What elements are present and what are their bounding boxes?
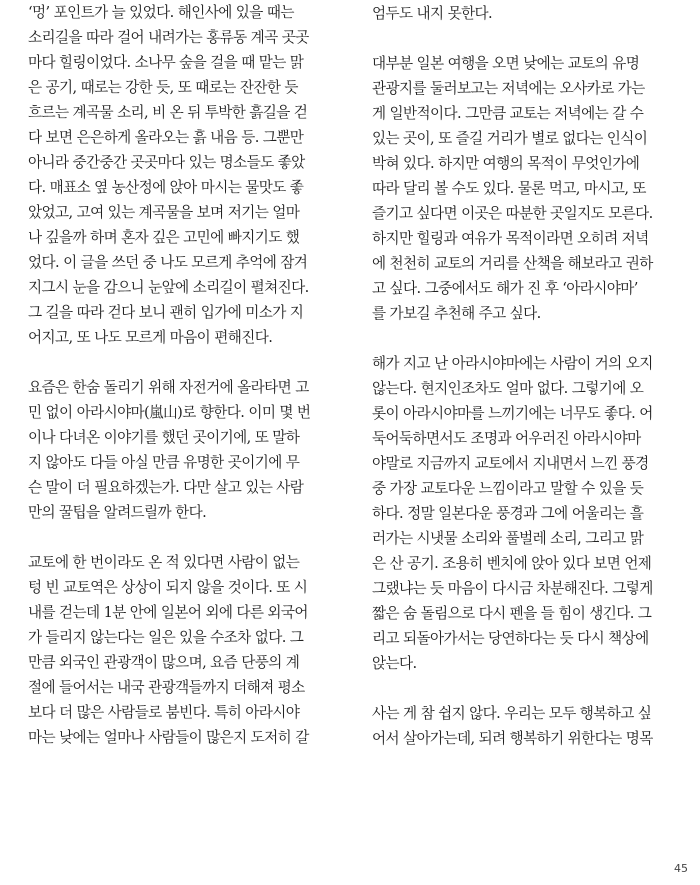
text-line: 그 길을 따라 걷다 보니 괜히 입가에 미소가 지	[28, 304, 304, 321]
text-line: 어서 살아가는데, 되려 행복하기 위한다는 명목	[372, 730, 653, 747]
paragraph-gap	[372, 326, 680, 351]
text-line: 중 가장 교토다운 느낌이라고 말할 수 있을 듯	[372, 480, 644, 497]
text-line: 따라 달리 볼 수도 있다. 물론 먹고, 마시고, 또	[372, 180, 646, 197]
text-line: 마다 힐링이었다. 소나무 숲을 걸을 때 맡는 맑	[28, 54, 304, 71]
text-line: 다. 매표소 옆 농산정에 앉아 마시는 물맛도 좋	[28, 179, 304, 196]
text-line: 만큼 외국인 관광객이 많으며, 요즘 단풍의 계	[28, 654, 300, 671]
text-line: 를 가보길 추천해 주고 싶다.	[372, 305, 541, 322]
text-line: 엄두도 내지 못한다.	[372, 5, 493, 22]
text-line: 사는 게 참 쉽지 않다. 우리는 모두 행복하고 싶	[372, 705, 652, 722]
paragraph	[372, 701, 680, 751]
text-line: 지 않아도 다들 아실 만큼 유명한 곳이기에 무	[28, 454, 300, 471]
text-line: 보다 더 많은 사람들로 붐빈다. 특히 아라시야	[28, 704, 300, 721]
text-line: 야말로 지금까지 교토에서 지내면서 느낀 풍경	[372, 455, 649, 472]
text-line: 가 들리지 않는다는 일은 있을 수조차 없다. 그	[28, 629, 304, 646]
paragraph	[372, 1, 680, 26]
text-line: 흐르는 계곡물 소리, 비 온 뒤 투박한 흙길을 걷	[28, 104, 308, 121]
text-line: 나 깊을까 하며 혼자 깊은 고민에 빠지기도 했	[28, 229, 300, 246]
text-line: 게 일반적이다. 그만큼 교토는 저녁에는 갈 수	[372, 105, 644, 122]
paragraph	[28, 550, 336, 750]
text-line: 은 공기, 때로는 강한 듯, 또 때로는 잔잔한 듯	[28, 79, 298, 96]
text-line: 았었고, 고여 있는 계곡물을 보며 저기는 얼마	[28, 204, 300, 221]
text-line: 즐기고 싶다면 이곳은 따분한 곳일지도 모른다.	[372, 205, 653, 222]
text-line: 않는다. 현지인조차도 얼마 없다. 그렇기에 오	[372, 380, 644, 397]
text-line: 다 보면 은은하게 올라오는 흙 내음 등. 그뿐만	[28, 129, 304, 146]
paragraph-gap	[372, 26, 680, 51]
paragraph-gap	[28, 525, 336, 550]
paragraph-gap	[372, 676, 680, 701]
text-line: 절에 들어서는 내국 관광객들까지 더해져 평소	[28, 679, 305, 696]
text-line: 관광지를 둘러보고는 저녁에는 오사카로 가는	[372, 80, 645, 97]
paragraph	[28, 375, 336, 525]
text-line: 짧은 숨 돌림으로 다시 펜을 들 힘이 생긴다. 그	[372, 605, 652, 622]
text-line: 둑어둑하면서도 조명과 어우러진 아라시야마	[372, 430, 641, 447]
text-line: 민 없이 아라시야마(嵐山)로 향한다. 이미 몇 번	[28, 404, 311, 421]
left-column	[28, 0, 336, 750]
paragraph-gap	[28, 350, 336, 375]
text-line: 소리길을 따라 걸어 내려가는 홍류동 계곡 곳곳	[28, 29, 309, 46]
text-line: 하다. 정말 일본다운 풍경과 그에 어울리는 흘	[372, 505, 644, 522]
text-line: 었다. 이 글을 쓰던 중 나도 모르게 추억에 잠겨	[28, 254, 308, 271]
text-line: 교토에 한 번이라도 온 적 있다면 사람이 없는	[28, 554, 300, 571]
text-line: 박혀 있다. 하지만 여행의 목적이 무엇인가에	[372, 155, 640, 172]
text-line: 은 산 공기. 조용히 벤치에 앉아 있다 보면 언제	[372, 555, 652, 572]
text-line: 그랬냐는 듯 마음이 다시금 차분해진다. 그렇게	[372, 580, 653, 597]
text-line: 대부분 일본 여행을 오면 낮에는 교토의 유명	[372, 55, 640, 72]
right-column	[372, 1, 680, 751]
paragraph	[372, 351, 680, 676]
page-number: 45	[674, 862, 688, 875]
text-line: 슨 말이 더 필요하겠는가. 다만 살고 있는 사람	[28, 479, 304, 496]
paragraph	[28, 0, 336, 350]
text-line: 리고 되돌아가서는 당연하다는 듯 다시 책상에	[372, 630, 649, 647]
text-line: 만의 꿀팁을 알려드릴까 한다.	[28, 504, 207, 521]
text-line: 아니라 중간중간 곳곳마다 있는 명소들도 좋았	[28, 154, 305, 171]
text-line: ‘멍’ 포인트가 늘 있었다. 해인사에 있을 때는	[28, 4, 294, 21]
text-line: 텅 빈 교토역은 상상이 되지 않을 것이다. 또 시	[28, 579, 308, 596]
text-line: 어지고, 또 나도 모르게 마음이 편해진다.	[28, 329, 273, 346]
text-line: 지그시 눈을 감으니 눈앞에 소리길이 펼쳐진다.	[28, 279, 309, 296]
text-line: 롯이 아라시야마를 느끼기에는 너무도 좋다. 어	[372, 405, 653, 422]
text-line: 고 싶다. 그중에서도 해가 진 후 ‘아라시야마’	[372, 280, 638, 297]
text-line: 마는 낮에는 얼마나 사람들이 많은지 도저히 갈	[28, 729, 309, 746]
text-line: 요즘은 한숨 돌리기 위해 자전거에 올라타면 고	[28, 379, 309, 396]
text-line: 앉는다.	[372, 655, 417, 672]
text-line: 이나 다녀온 이야기를 했던 곳이기에, 또 말하	[28, 429, 300, 446]
text-line: 하지만 힐링과 여유가 목적이라면 오히려 저녁	[372, 230, 649, 247]
text-line: 해가 지고 난 아라시야마에는 사람이 거의 오지	[372, 355, 653, 372]
text-line: 내를 걷는데 1분 안에 일본어 외에 다른 외국어	[28, 604, 308, 621]
paragraph	[372, 51, 680, 326]
text-line: 에 천천히 교토의 거리를 산책을 해보라고 권하	[372, 255, 653, 272]
text-line: 있는 곳이, 또 즐길 거리가 별로 없다는 인식이	[372, 130, 648, 147]
text-line: 러가는 시냇물 소리와 풀벌레 소리, 그리고 맑	[372, 530, 644, 547]
